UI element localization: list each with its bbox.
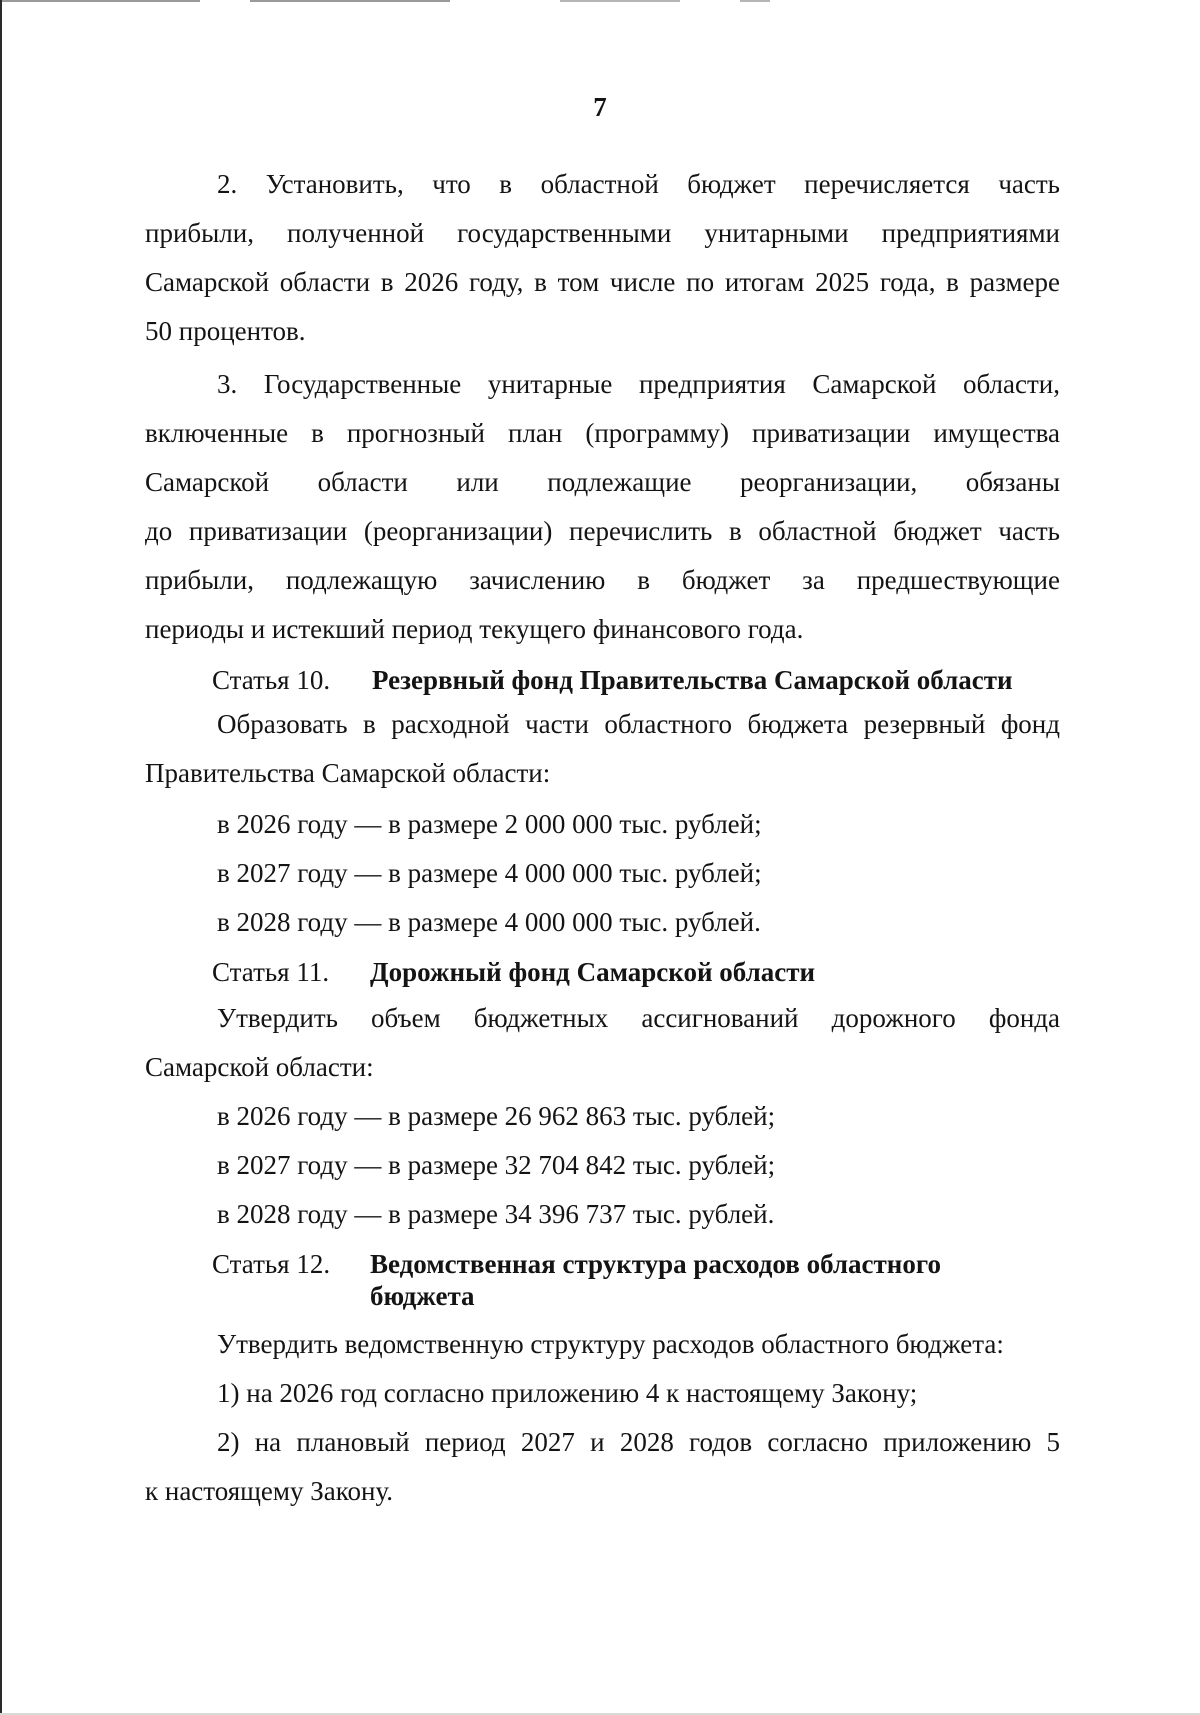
article-10-item-2028: в 2028 году — в размере 4 000 000 тыс. рублей. xyxy=(217,907,761,937)
paragraph-3-line-3: Самарской области или подлежащие реорганизации, обязаны xyxy=(145,467,1060,497)
article-10-intro-line-1: Образовать в расходной части областного бюджета резервный фонд xyxy=(217,709,1060,739)
article-12-heading xyxy=(212,1248,1072,1318)
article-10-item-2027: в 2027 году — в размере 4 000 000 тыс. рублей; xyxy=(217,858,762,888)
paragraph-3-line-1: 3. Государственные унитарные предприятия Самарской области, xyxy=(217,369,1060,399)
article-10-intro-line-2: Правительства Самарской области: xyxy=(145,758,551,788)
paragraph-3-line-2: включенные в прогнозный план (программу) приватизации имущества xyxy=(145,418,1060,448)
article-11-intro-line-1: Утвердить объем бюджетных ассигнований дорожного фонда xyxy=(217,1003,1060,1033)
article-11-item-2027: в 2027 году — в размере 32 704 842 тыс. рублей; xyxy=(217,1150,776,1180)
article-10-title: Резервный фонд Правительства Самарской области xyxy=(372,665,1013,695)
scan-edge-left xyxy=(0,0,2,1715)
paragraph-3-line-6: периоды и истекший период текущего финансового года. xyxy=(145,614,804,644)
article-12-item-2-line-2: к настоящему Закону. xyxy=(145,1476,393,1506)
paragraph-3-line-5: прибыли, подлежащую зачислению в бюджет за предшествующие xyxy=(145,565,1060,595)
page-number: 7 xyxy=(593,92,607,122)
article-11-item-2026: в 2026 году — в размере 26 962 863 тыс. рублей; xyxy=(217,1101,776,1131)
article-10-item-2026: в 2026 году — в размере 2 000 000 тыс. рублей; xyxy=(217,809,762,839)
article-12-title: Ведомственная структура расходов областного бюджета xyxy=(370,1249,941,1311)
article-10-intro xyxy=(145,700,1060,798)
paragraph-2-line-1: 2. Установить, что в областной бюджет перечисляется часть xyxy=(217,169,1060,199)
article-11-item-2028: в 2028 году — в размере 34 396 737 тыс. рублей. xyxy=(217,1199,775,1229)
article-12-intro: Утвердить ведомственную структуру расходов областного бюджета: xyxy=(217,1329,1004,1359)
article-10-number: Статья 10. xyxy=(212,665,331,695)
article-11-intro xyxy=(145,994,1060,1092)
article-11-title: Дорожный фонд Самарской области xyxy=(370,957,816,987)
article-12-item-1: 1) на 2026 год согласно приложению 4 к настоящему Закону; xyxy=(217,1378,918,1408)
scan-edge-top xyxy=(0,0,1200,2)
article-11-intro-line-2: Самарской области: xyxy=(145,1052,374,1082)
paragraph-2-line-2: прибыли, полученной государственными унитарными предприятиями xyxy=(145,218,1060,248)
paragraph-3 xyxy=(145,360,1060,654)
paragraph-2 xyxy=(145,160,1060,356)
article-12-number: Статья 12. xyxy=(212,1249,331,1279)
article-12-item-2-line-1: 2) на плановый период 2027 и 2028 годов согласно приложению 5 xyxy=(217,1427,1060,1457)
paragraph-2-line-3: Самарской области в 2026 году, в том числе по итогам 2025 года, в размере xyxy=(145,267,1060,297)
article-11-number: Статья 11. xyxy=(212,957,330,987)
article-12-item-2 xyxy=(145,1418,1060,1516)
paragraph-3-line-4: до приватизации (реорганизации) перечислить в областной бюджет часть xyxy=(145,516,1060,546)
paragraph-2-line-4: 50 процентов. xyxy=(145,316,306,346)
